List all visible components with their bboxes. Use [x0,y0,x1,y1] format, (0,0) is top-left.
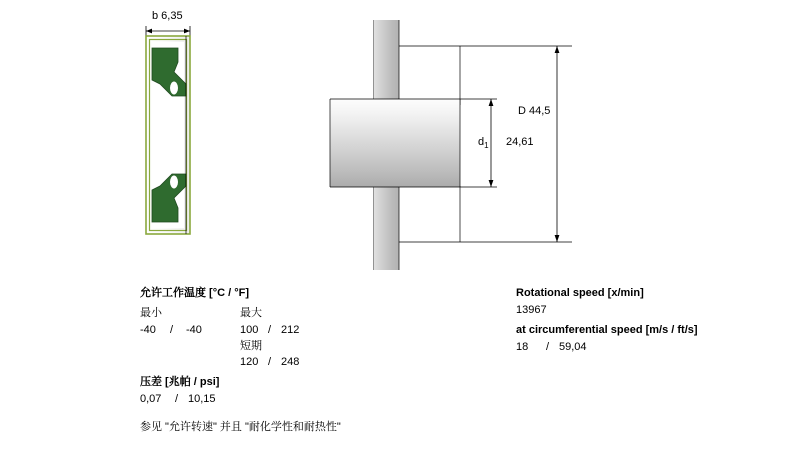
temperature-min-fahrenheit: -40 [186,324,202,336]
inner-diameter-subscript: 1 [484,141,489,151]
pressure-value-psi: 10,15 [188,393,216,405]
seal-assembly-view [330,20,572,270]
temperature-short-celsius: 120 [240,356,259,368]
rotational-speed-value: 13967 [516,304,547,316]
rotational-speed-title: Rotational speed [x/min] [516,287,644,299]
pressure-value-mpa: 0,07 [140,393,162,405]
inner-diameter-symbol: d [478,136,485,148]
specs-note: 参见 "允许转速" 并且 "耐化学性和耐热性" [140,421,341,433]
temperature-short-term-label: 短期 [240,340,262,352]
pressure-separator: / [175,393,179,405]
circumferential-speed-fts: 59,04 [559,341,587,353]
temperature-short-separator: / [268,356,272,368]
temperature-max-label: 最大 [240,307,262,319]
outer-diameter-label: D 44,5 [518,105,551,117]
inner-diameter-value: 24,61 [506,136,534,148]
seal-width-label: b 6,35 [152,10,183,22]
temperature-max-fahrenheit: 212 [281,324,300,336]
circumferential-speed-ms: 18 [516,341,529,353]
circumferential-speed-separator: / [546,341,550,353]
temperature-title: 允许工作温度 [°C / °F] [140,287,250,299]
inner-diameter-label [478,136,489,152]
temperature-min-separator: / [170,324,174,336]
temperature-short-fahrenheit: 248 [281,356,300,368]
temperature-min-celsius: -40 [140,324,156,336]
temperature-max-celsius: 100 [240,324,259,336]
circumferential-speed-title: at circumferential speed [m/s / ft/s] [516,324,698,336]
temperature-max-separator: / [268,324,272,336]
seal-cross-section [146,26,190,234]
pressure-title: 压差 [兆帕 / psi] [140,376,220,388]
temperature-min-label: 最小 [140,307,162,319]
